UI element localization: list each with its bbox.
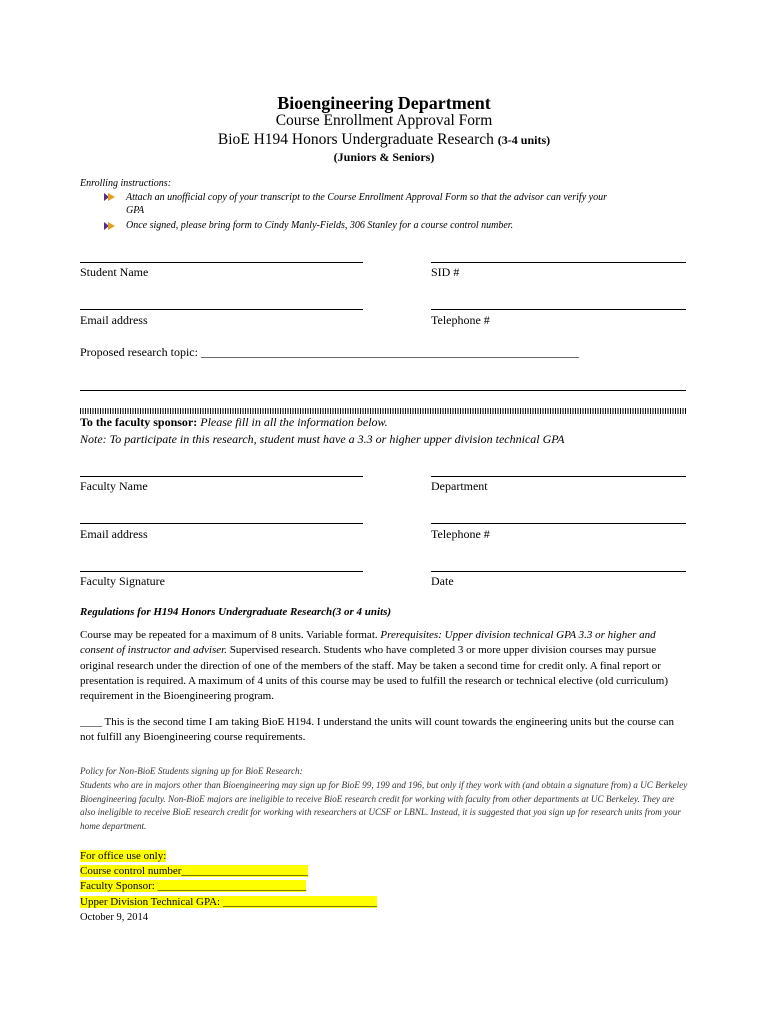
research-topic-line-2[interactable] <box>80 390 686 391</box>
course-title <box>0 131 768 149</box>
form-title: Course Enrollment Approval Form <box>275 112 493 129</box>
policy-heading: Policy for Non-BioE Students signing up for BioE Research: <box>80 766 303 776</box>
regulations-intro: Course may be repeated for a maximum of 8 units. Variable format. <box>80 629 381 641</box>
student-email-line[interactable] <box>80 309 363 310</box>
instructions-heading: Enrolling instructions: <box>80 178 172 189</box>
faculty-email-line[interactable] <box>80 523 363 524</box>
sid-line[interactable] <box>431 262 686 263</box>
student-telephone-line[interactable] <box>431 309 686 310</box>
student-telephone-label: Telephone # <box>431 313 490 327</box>
bullet-icon <box>104 221 115 231</box>
faculty-name-line[interactable] <box>80 476 363 477</box>
department-title: Bioengineering Department <box>277 93 491 113</box>
instruction-item-1-cont: GPA <box>126 205 145 216</box>
faculty-sponsor-heading <box>80 415 388 430</box>
student-name-label: Student Name <box>80 265 149 279</box>
date-line[interactable] <box>431 571 686 572</box>
faculty-name-label: Faculty Name <box>80 479 148 493</box>
faculty-sponsor-title: To the faculty sponsor: <box>80 415 198 429</box>
section-separator <box>80 408 686 414</box>
faculty-telephone-label: Telephone # <box>431 527 490 541</box>
bullet-icon <box>104 192 115 202</box>
audience-note: (Juniors & Seniors) <box>333 150 435 164</box>
policy-text: Students who are in majors other than Bioengineering may sign up for BioE 99, 199 and 196, but only if they work with (and obtain a signature from) a UC Berkeley Bioengineering faculty. Non-BioE majors are ineligible to receive BioE research credit for working with faculty from other departments at UC Berkeley. They are also ineligible to receive BioE research credit for working with researchers at UCSF or LBNL. Instead, it is suggested that you sign up for research units from your home department. <box>80 780 688 831</box>
regulations-prereq: Prerequisites: Upper division technical GPA 3.3 or higher and consent of instructor and adviser. <box>80 629 656 657</box>
research-topic-field[interactable] <box>80 345 579 360</box>
research-topic-blank: _______________________________________________________________ <box>200 345 579 359</box>
department-label: Department <box>431 479 488 493</box>
instruction-item-1: Attach an unofficial copy of your transcript to the Course Enrollment Approval Form so that the advisor can verify your <box>126 192 607 203</box>
faculty-signature-line[interactable] <box>80 571 363 572</box>
research-topic-label: Proposed research topic: <box>80 345 201 359</box>
department-line[interactable] <box>431 476 686 477</box>
date-label: Date <box>431 574 454 588</box>
second-time-statement: ____ This is the second time I am taking BioE H194. I understand the units will count towards the engineering units but the course can not fulfill any Bioengineering course requirements. <box>80 716 674 744</box>
regulations-body: Supervised research. Students who have completed 3 or more upper division courses may pursue original research under the direction of one of the members of the staff. May be taken a second time for credit only. A final report or presentation is required. A maximum of 4 units of this course may be used to fulfill the research or technical elective (old curriculum) requirement in the Bioengineering program. <box>80 644 669 703</box>
office-use-block <box>80 849 377 925</box>
student-email-label: Email address <box>80 313 148 327</box>
course-title-text: BioE H194 Honors Undergraduate Research <box>217 131 494 148</box>
course-units: (3-4 units) <box>497 133 551 147</box>
sid-label: SID # <box>431 265 460 279</box>
office-use-heading: For office use only: <box>80 850 167 862</box>
student-name-line[interactable] <box>80 262 363 263</box>
upper-division-gpa-field: Upper Division Technical GPA: ____________________________ <box>80 895 377 908</box>
faculty-telephone-line[interactable] <box>431 523 686 524</box>
faculty-sponsor-instruction: Please fill in all the information below. <box>200 415 388 429</box>
regulations-heading: Regulations for H194 Honors Undergraduate Research(3 or 4 units) <box>80 606 392 618</box>
course-control-number-field: Course control number_______________________ <box>80 865 308 878</box>
form-date: October 9, 2014 <box>80 911 148 923</box>
faculty-signature-label: Faculty Signature <box>80 574 165 588</box>
faculty-sponsor-field: Faculty Sponsor: ___________________________ <box>80 880 307 893</box>
gpa-note: Note: To participate in this research, student must have a 3.3 or higher upper division technical GPA <box>80 432 565 446</box>
regulations-text <box>80 628 690 704</box>
instruction-item-2: Once signed, please bring form to Cindy Manly-Fields, 306 Stanley for a course control number. <box>126 220 514 231</box>
faculty-email-label: Email address <box>80 527 148 541</box>
